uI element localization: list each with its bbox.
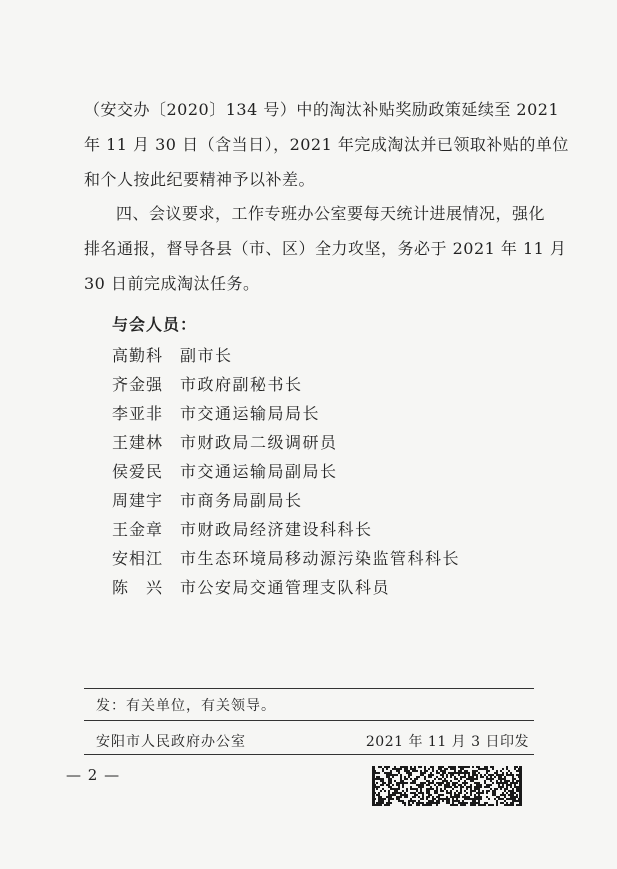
attendees-heading: 与会人员： bbox=[112, 315, 198, 334]
page-number: — 2 — bbox=[66, 766, 121, 784]
attendee-title: 市财政局二级调研员 bbox=[180, 433, 338, 452]
attendee-row bbox=[112, 399, 320, 428]
attendee-row bbox=[112, 544, 460, 573]
attendee-title: 市生态环境局移动源污染监管科科长 bbox=[180, 549, 461, 568]
attendee-row bbox=[112, 486, 303, 515]
text-line: 和个人按此纪要精神予以补差。 bbox=[84, 170, 316, 189]
attendee-row bbox=[112, 370, 303, 399]
attendee-title: 市交通运输局副局长 bbox=[180, 462, 338, 481]
attendee-name: 李亚非 bbox=[112, 404, 164, 423]
distribution-line: 发：有关单位，有关领导。 bbox=[96, 698, 276, 714]
attendee-title: 市财政局经济建设科科长 bbox=[180, 520, 373, 539]
attendee-name: 陈 兴 bbox=[112, 578, 164, 597]
attendee-title: 市公安局交通管理支队科员 bbox=[180, 578, 391, 597]
text-line: 排名通报，督导各县（市、区）全力攻坚，务必于 2021 年 11 月 bbox=[84, 239, 567, 258]
text-line: 年 11 月 30 日（含当日），2021 年完成淘汰并已领取补贴的单位 bbox=[84, 135, 569, 154]
issuing-office: 安阳市人民政府办公室 bbox=[96, 734, 246, 750]
attendee-row bbox=[112, 341, 233, 370]
attendee-name: 周建宇 bbox=[112, 491, 164, 510]
attendee-row bbox=[112, 457, 338, 486]
paragraph-subsidy-extension bbox=[84, 92, 569, 197]
attendee-name: 安相江 bbox=[112, 549, 164, 568]
attendee-row bbox=[112, 428, 338, 457]
attendee-title: 副市长 bbox=[180, 346, 233, 365]
attendee-name: 齐金强 bbox=[112, 375, 164, 394]
divider-top bbox=[84, 688, 534, 689]
attendee-title: 市商务局副局长 bbox=[180, 491, 303, 510]
issue-date: 2021 年 11 月 3 日印发 bbox=[365, 734, 529, 750]
divider-bottom bbox=[84, 754, 534, 755]
text-line: 四、会议要求，工作专班办公室要每天统计进展情况，强化 bbox=[116, 204, 546, 223]
barcode-image bbox=[372, 766, 522, 806]
paragraph-meeting-requirement bbox=[84, 196, 567, 301]
text-line: 30 日前完成淘汰任务。 bbox=[84, 274, 260, 293]
attendee-name: 王建林 bbox=[112, 433, 164, 452]
divider-middle bbox=[84, 720, 534, 721]
attendee-name: 王金章 bbox=[112, 520, 164, 539]
attendee-row bbox=[112, 515, 373, 544]
attendee-title: 市交通运输局局长 bbox=[180, 404, 321, 423]
attendee-title: 市政府副秘书长 bbox=[180, 375, 303, 394]
attendee-row bbox=[112, 573, 390, 602]
attendee-name: 高勤科 bbox=[112, 346, 164, 365]
text-line: （安交办〔2020〕134 号）中的淘汰补贴奖励政策延续至 2021 bbox=[84, 100, 560, 119]
attendee-name: 侯爱民 bbox=[112, 462, 164, 481]
